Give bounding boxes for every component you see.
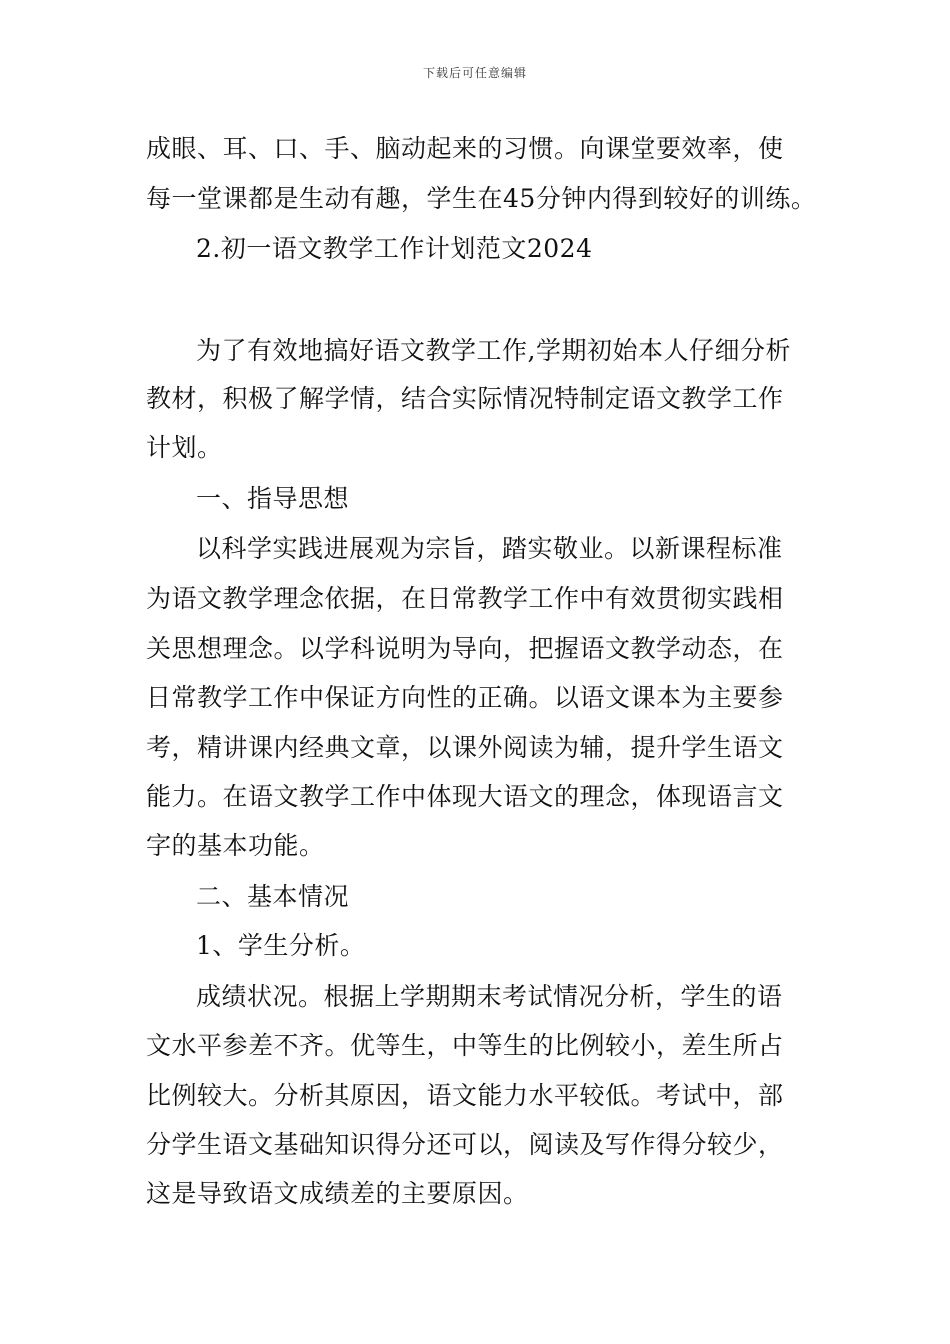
text-line: 教材，积极了解学情，结合实际情况特制定语文教学工作	[146, 384, 784, 413]
page-header: 下载后可任意编辑	[422, 66, 527, 80]
text-line: 字的基本功能。	[146, 831, 325, 860]
text-line: 比例较大。分析其原因，语文能力水平较低。考试中，部	[146, 1081, 784, 1110]
text-line: 每一堂课都是生动有趣，学生在45分钟内得到较好的训练。	[146, 184, 817, 213]
text-line: 这是导致语文成绩差的主要原因。	[146, 1179, 529, 1208]
text-line: 分学生语文基础知识得分还可以，阅读及写作得分较少，	[146, 1130, 784, 1159]
text-line: 以科学实践进展观为宗旨，踏实敬业。以新课程标准	[196, 534, 783, 563]
text-line: 计划。	[146, 433, 223, 462]
text-line: 成绩状况。根据上学期期末考试情况分析，学生的语	[196, 982, 783, 1011]
subsection-heading: 1、学生分析。	[196, 931, 366, 960]
text-line: 成眼、耳、口、手、脑动起来的习惯。向课堂要效率，使	[146, 134, 784, 163]
text-line: 日常教学工作中保证方向性的正确。以语文课本为主要参	[146, 683, 784, 712]
text-line: 考，精讲课内经典文章，以课外阅读为辅，提升学生语文	[146, 733, 784, 762]
section-heading: 2.初一语文教学工作计划范文2024	[196, 234, 593, 263]
text-line: 文水平参差不齐。优等生，中等生的比例较小，差生所占	[146, 1031, 784, 1060]
text-line: 为语文教学理念依据，在日常教学工作中有效贯彻实践相	[146, 584, 784, 613]
section-heading: 一、指导思想	[196, 484, 350, 513]
text-line: 能力。在语文教学工作中体现大语文的理念，体现语言文	[146, 782, 784, 811]
text-line: 为了有效地搞好语文教学工作,学期初始本人仔细分析	[196, 336, 791, 365]
text-line: 关思想理念。以学科说明为导向，把握语文教学动态，在	[146, 634, 784, 663]
section-heading: 二、基本情况	[196, 882, 350, 911]
